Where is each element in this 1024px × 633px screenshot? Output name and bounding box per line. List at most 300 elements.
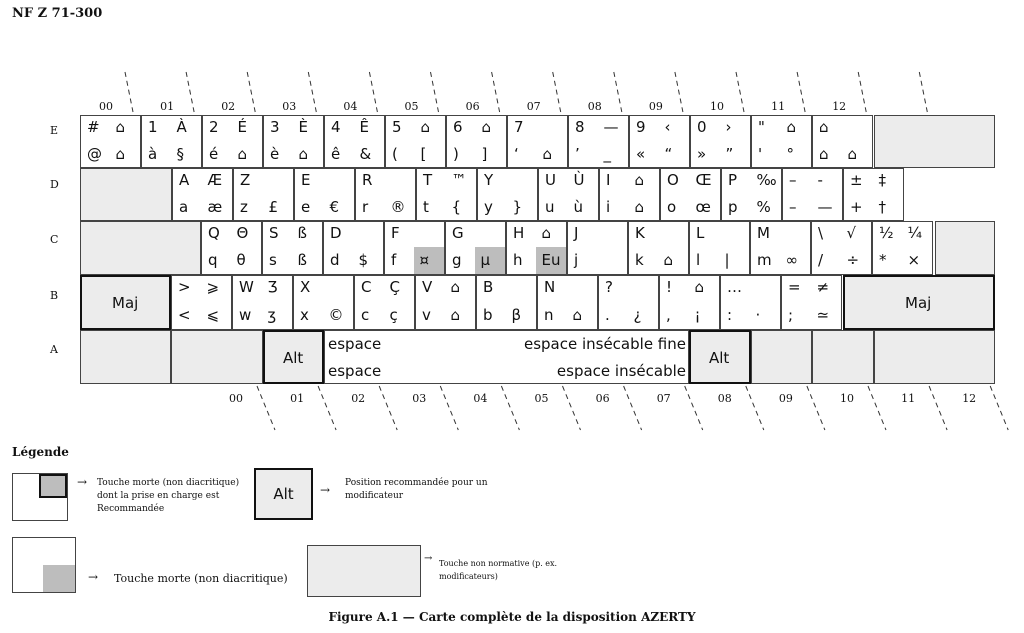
guide-line-bottom-11: [929, 386, 947, 430]
row-c-key-4-char-0: G: [452, 224, 464, 242]
row-d-key-9: [721, 168, 782, 221]
legend-text-4: Touche non normative (p. ex. modificateurs): [439, 559, 558, 581]
row-b-key-8: [659, 275, 720, 330]
row-c-key-9-char-3: ∞: [785, 251, 798, 269]
row-c-key-0-char-1: Θ: [236, 224, 249, 242]
row-c-key-8-char-3: |: [724, 251, 730, 269]
row-e-key-8-char-2: ’: [575, 144, 580, 163]
row-b-key-4: [415, 275, 476, 330]
row-b-key-6-char-0: N: [544, 278, 556, 296]
row-e-key-1: [141, 115, 202, 168]
row-d-key-3-char-3: ®: [390, 197, 406, 216]
maj-left-label: Maj: [112, 294, 139, 312]
row-c-key-2-char-0: D: [330, 224, 342, 242]
guide-line-top-11: [797, 72, 805, 112]
bottom-column-number-11: 11: [901, 392, 916, 405]
row-e-key-8-char-1: —: [603, 118, 619, 136]
row-c-key-1-char-0: S: [269, 224, 279, 242]
legend-dead-key-recommended: [12, 473, 68, 521]
row-e-key-8: [568, 115, 629, 168]
insecable-label: espace insécable: [556, 362, 686, 380]
row-b-key-1-char-2: w: [239, 305, 252, 324]
row-label-c: C: [50, 233, 59, 246]
row-b-key-10-char-2: ;: [788, 305, 794, 324]
legend-arrow-1: →: [77, 475, 88, 489]
row-e-key-9-char-1: ‹: [664, 118, 671, 136]
guide-line-top-5: [431, 72, 439, 112]
top-column-number-9: 09: [648, 100, 663, 113]
row-e-key-11-char-3: °: [786, 144, 794, 163]
row-c-key-5: [506, 221, 567, 275]
bottom-column-number-6: 06: [595, 392, 610, 405]
row-d-key-4-char-3: {: [451, 197, 462, 216]
row-e-key-3: [263, 115, 324, 168]
row-c-key-11-char-0: ½: [879, 224, 894, 242]
key-a-ctrl-right: [874, 330, 995, 384]
row-c-key-7-char-0: K: [635, 224, 645, 242]
row-b-key-4-char-1: ⌂: [450, 278, 461, 296]
row-e-key-12-char-2: ⌂: [819, 144, 829, 163]
guide-line-bottom-9: [807, 386, 825, 430]
row-e-key-10-char-2: »: [697, 144, 707, 163]
row-c-key-2-char-3: $: [358, 251, 369, 269]
row-e-key-11-char-2: ': [758, 144, 763, 163]
row-e-key-9: [629, 115, 690, 168]
row-e-key-0-char-0: #: [87, 118, 100, 136]
row-c-key-6-char-0: J: [574, 224, 579, 242]
row-e-key-11-char-1: ⌂: [786, 118, 797, 136]
row-e-key-10-char-1: ›: [725, 118, 732, 136]
guide-line-top-2: [247, 72, 255, 112]
row-b-key-2: [293, 275, 354, 330]
row-e-key-1-char-1: À: [176, 118, 187, 136]
legend-arrow-2: →: [320, 483, 331, 497]
key-a-ctrl: [80, 330, 171, 384]
row-b-key-4-char-2: v: [422, 305, 431, 324]
key-alt-left: [263, 330, 324, 384]
row-e-key-4: [324, 115, 385, 168]
espace-bottom-label: espace: [328, 362, 382, 380]
row-d-key-2-char-3: €: [329, 197, 340, 216]
row-b-key-0-char-2: <: [178, 305, 191, 324]
key-a-win-right: [751, 330, 812, 384]
row-c-key-8-char-0: L: [696, 224, 705, 242]
legend-text-2: Position recommandée pour un modificateur: [345, 478, 488, 501]
row-e-key-11: [751, 115, 812, 168]
row-d-key-7: [599, 168, 660, 221]
row-d-key-4-char-0: T: [423, 171, 433, 189]
row-e-key-4-char-3: &: [359, 144, 372, 163]
row-e-key-0-char-3: ⌂: [115, 144, 126, 163]
row-c-key-9: [750, 221, 811, 275]
row-d-key-2-char-2: e: [301, 197, 311, 216]
row-c-key-11: [872, 221, 933, 275]
row-e-key-5-char-0: 5: [392, 118, 402, 136]
row-e-key-4-char-1: Ê: [359, 118, 369, 136]
legend-alt-key: Alt: [254, 468, 313, 520]
bottom-column-number-1: 01: [290, 392, 305, 405]
row-d-key-8: [660, 168, 721, 221]
row-e-key-5-char-1: ⌂: [420, 118, 431, 136]
row-c-key-6-char-2: j: [574, 251, 579, 269]
row-d-key-7-char-3: ⌂: [634, 197, 645, 216]
row-e-key-0-char-1: ⌂: [115, 118, 126, 136]
row-d-key-5-char-2: y: [484, 197, 493, 216]
row-b-key-10: [781, 275, 842, 330]
row-e-key-2-char-1: É: [237, 118, 247, 136]
row-b-key-6: [537, 275, 598, 330]
top-column-number-2: 02: [221, 100, 236, 113]
bottom-column-number-9: 09: [778, 392, 793, 405]
row-c-key-1: [262, 221, 323, 275]
bottom-column-number-4: 04: [473, 392, 488, 405]
row-c-key-1-char-2: s: [269, 251, 277, 269]
row-d-key-0-char-3: æ: [207, 197, 223, 216]
row-d-key-4-char-2: t: [423, 197, 429, 216]
row-c-key-6: [567, 221, 628, 275]
row-c-key-2: [323, 221, 384, 275]
guide-line-bottom-10: [868, 386, 886, 430]
row-e-key-3-char-0: 3: [270, 118, 280, 136]
guide-line-bottom-12: [990, 386, 1008, 430]
row-b-key-1: [232, 275, 293, 330]
row-b-key-1-char-0: W: [239, 278, 254, 296]
row-b-key-6-char-3: ⌂: [572, 305, 583, 324]
row-c-key-7-char-2: k: [635, 251, 644, 269]
guide-line-top-7: [553, 72, 561, 112]
row-d-key-5-char-3: }: [512, 197, 523, 216]
row-d-key-0-char-1: Æ: [207, 171, 223, 189]
row-d-key-8-char-3: œ: [695, 197, 711, 216]
row-d-key-10-char-3: —: [817, 197, 833, 216]
row-d-key-1-char-0: Z: [240, 171, 251, 189]
row-c-key-10-char-3: ÷: [846, 251, 860, 269]
top-column-number-1: 01: [160, 100, 175, 113]
row-c-key-0-char-0: Q: [208, 224, 220, 242]
row-c-key-4-char-2: g: [452, 251, 462, 269]
row-e-key-10-char-3: ”: [725, 144, 734, 163]
row-e-key-4-char-0: 4: [331, 118, 341, 136]
row-b-key-7-char-3: ¿: [633, 305, 642, 324]
row-c-key-1-char-3: ß: [297, 251, 307, 269]
guide-line-top-8: [614, 72, 622, 112]
row-d-key-6: [538, 168, 599, 221]
row-d-key-3: [355, 168, 416, 221]
row-e-key-0-char-2: @: [87, 144, 102, 163]
row-label-e: E: [50, 124, 59, 137]
row-b-key-8-char-0: !: [666, 278, 673, 296]
key-alt-right: [689, 330, 751, 384]
row-e-key-5: [385, 115, 446, 168]
row-c-key-7: [628, 221, 689, 275]
guide-line-bottom-4: [501, 386, 519, 430]
row-e-key-10: [690, 115, 751, 168]
row-d-key-8-char-2: o: [667, 197, 677, 216]
alt-left-label: Alt: [283, 349, 304, 367]
key-d-tab: [80, 168, 172, 221]
row-b-key-5: [476, 275, 537, 330]
row-c-key-8-char-2: l: [696, 251, 701, 269]
top-column-number-4: 04: [343, 100, 358, 113]
row-d-key-6-char-1: Ù: [573, 171, 585, 189]
row-b-key-9: [720, 275, 781, 330]
row-b-key-7-char-2: .: [605, 305, 610, 324]
row-b-key-8-char-1: ⌂: [694, 278, 705, 296]
bottom-column-number-2: 02: [351, 392, 366, 405]
row-e-key-0: [80, 115, 141, 168]
row-e-key-4-char-2: ê: [331, 144, 341, 163]
row-d-key-7-char-0: I: [606, 171, 611, 189]
row-b-key-0: [171, 275, 232, 330]
guide-line-bottom-7: [685, 386, 703, 430]
top-column-number-7: 07: [526, 100, 541, 113]
row-b-key-4-char-0: V: [422, 278, 433, 296]
row-d-key-4: [416, 168, 477, 221]
row-d-key-11-char-0: ±: [850, 171, 863, 189]
espace-top-label: espace: [328, 335, 382, 353]
row-b-key-0-char-0: >: [178, 278, 191, 296]
top-column-number-3: 03: [282, 100, 297, 113]
row-e-key-3-char-1: È: [298, 118, 308, 136]
row-e-key-8-char-0: 8: [575, 118, 585, 136]
bottom-column-number-7: 07: [656, 392, 671, 405]
row-b-key-3: [354, 275, 415, 330]
row-b-key-7-char-0: ?: [605, 278, 613, 296]
row-b-key-8-char-2: ,: [666, 305, 671, 324]
row-e-key-12-char-3: ⌂: [847, 144, 858, 163]
row-c-key-10-char-1: √: [846, 224, 857, 242]
insecable-fine-label: espace insécable fine: [523, 335, 686, 353]
row-c-key-10-char-0: \: [818, 224, 824, 242]
row-e-key-6: [446, 115, 507, 168]
row-e-key-11-char-0: ": [758, 118, 765, 136]
legend-arrow-4: →: [424, 553, 433, 564]
legend-non-normative-key: [307, 545, 421, 597]
key-maj-left: [80, 275, 171, 330]
row-d-key-6-char-3: ù: [573, 197, 584, 216]
row-d-key-11: [843, 168, 904, 221]
row-b-key-7: [598, 275, 659, 330]
row-label-a: A: [50, 343, 58, 356]
bottom-column-number-12: 12: [962, 392, 977, 405]
row-e-key-1-char-2: à: [148, 144, 158, 163]
row-d-key-1: [233, 168, 294, 221]
guide-line-bottom-8: [746, 386, 764, 430]
guide-line-top-3: [308, 72, 316, 112]
row-d-key-2-char-0: E: [301, 171, 311, 189]
row-d-key-3-char-2: r: [362, 197, 369, 216]
guide-line-bottom-0: [257, 386, 275, 430]
row-c-key-9-char-0: M: [757, 224, 770, 242]
bottom-column-number-3: 03: [412, 392, 427, 405]
row-e-key-7-char-3: ⌂: [542, 144, 553, 163]
row-d-key-9-char-3: %: [756, 197, 771, 216]
key-a-menu: [812, 330, 874, 384]
row-d-key-10-char-2: –: [789, 197, 797, 216]
row-d-key-8-char-1: Œ: [695, 171, 712, 189]
row-d-key-5-char-0: Y: [484, 171, 494, 189]
guide-line-bottom-2: [379, 386, 397, 430]
guide-line-top-0: [125, 72, 133, 112]
row-e-key-9-char-0: 9: [636, 118, 646, 136]
row-b-key-4-char-3: ⌂: [450, 305, 461, 324]
row-b-key-8-char-3: ¡: [694, 305, 701, 324]
row-b-key-10-char-0: =: [788, 278, 801, 296]
key-c-capslock: [80, 221, 201, 275]
row-d-key-0-char-2: a: [179, 197, 189, 216]
row-b-key-1-char-1: Ʒ: [267, 278, 278, 296]
top-column-number-11: 11: [771, 100, 786, 113]
key-space: [324, 330, 689, 384]
row-b-key-9-char-0: …: [727, 278, 742, 296]
row-b-key-0-char-1: ⩾: [206, 278, 220, 296]
row-e-key-2: [202, 115, 263, 168]
row-b-key-2-char-0: X: [300, 278, 311, 296]
row-d-key-0: [172, 168, 233, 221]
legend-text-3: Touche morte (non diacritique): [114, 572, 288, 585]
row-e-key-12-char-0: ⌂: [819, 118, 829, 136]
row-d-key-11-char-3: †: [878, 197, 886, 216]
row-d-key-11-char-2: +: [850, 197, 863, 216]
figure-caption: Figure A.1 — Carte complète de la disposition AZERTY: [328, 610, 696, 624]
row-c-key-5-char-1: ⌂: [541, 224, 552, 242]
row-d-key-1-char-2: z: [240, 197, 248, 216]
row-d-key-6-char-2: u: [545, 197, 555, 216]
key-c-enter: [935, 221, 995, 275]
row-e-key-8-char-3: _: [603, 144, 611, 163]
row-label-d: D: [50, 178, 59, 191]
row-e-key-12: [812, 115, 873, 168]
row-d-key-9-char-1: ‰: [756, 171, 777, 189]
maj-right-label: Maj: [905, 294, 932, 312]
row-e-key-6-char-2: ): [453, 144, 459, 163]
row-d-key-10: [782, 168, 843, 221]
bottom-column-number-0: 00: [229, 392, 243, 405]
key-a-win: [171, 330, 263, 384]
row-e-key-10-char-0: 0: [697, 118, 707, 136]
row-b-key-1-char-3: ʒ: [267, 305, 277, 324]
row-c-key-11-char-3: ×: [907, 251, 921, 269]
row-b-key-2-char-2: x: [300, 305, 309, 324]
row-e-key-1-char-0: 1: [148, 118, 158, 136]
row-b-key-5-char-3: β: [511, 305, 522, 324]
row-b-key-10-char-1: ≠: [816, 278, 830, 296]
row-b-key-9-char-3: ·: [755, 305, 761, 324]
page-title: NF Z 71-300: [12, 6, 103, 21]
row-c-key-0-char-2: q: [208, 251, 218, 269]
row-c-key-3-char-2: f: [391, 251, 397, 269]
row-c-key-0: [201, 221, 262, 275]
legend-arrow-3: →: [88, 570, 99, 584]
legend-text-1: Touche morte (non diacritique) dont la prise en charge est Recommandée: [97, 478, 240, 514]
row-d-key-4-char-1: ™: [451, 171, 467, 189]
row-d-key-1-char-3: £: [268, 197, 279, 216]
row-e-key-7-char-2: ‘: [514, 144, 519, 163]
row-b-key-0-char-3: ⩽: [206, 305, 220, 324]
row-b-key-5-char-0: B: [483, 278, 494, 296]
top-column-number-6: 06: [465, 100, 480, 113]
guide-line-bottom-3: [440, 386, 458, 430]
row-e-key-9-char-3: “: [664, 144, 673, 163]
row-c-key-3: [384, 221, 445, 275]
row-e-key-2-char-0: 2: [209, 118, 219, 136]
top-column-number-0: 00: [99, 100, 113, 113]
row-c-key-1-char-1: ß: [297, 224, 307, 242]
row-c-key-8: [689, 221, 750, 275]
top-column-number-10: 10: [710, 100, 724, 113]
row-b-key-3-char-3: ç: [389, 305, 398, 324]
row-d-key-7-char-2: i: [606, 197, 611, 216]
row-e-key-7-char-0: 7: [514, 118, 524, 136]
key-maj-right: [843, 275, 995, 330]
legend-title: Légende: [12, 445, 69, 459]
row-c-key-10-char-2: /: [818, 251, 824, 269]
key-e-backspace: [874, 115, 995, 168]
row-c-key-2-char-2: d: [330, 251, 340, 269]
row-b-key-3-char-0: C: [361, 278, 372, 296]
row-d-key-10-char-1: -: [817, 171, 823, 189]
row-b-key-3-char-1: Ç: [389, 278, 400, 296]
row-c-key-5-char-0: H: [513, 224, 525, 242]
top-column-number-8: 08: [587, 100, 602, 113]
top-column-number-12: 12: [832, 100, 847, 113]
row-label-b: B: [50, 289, 59, 302]
guide-line-bottom-1: [318, 386, 336, 430]
bottom-column-number-5: 05: [534, 392, 549, 405]
row-c-key-11-char-1: ¼: [907, 224, 923, 242]
guide-line-bottom-5: [563, 386, 581, 430]
row-d-key-10-char-0: –: [789, 171, 797, 189]
row-b-key-6-char-2: n: [544, 305, 554, 324]
guide-line-top-10: [736, 72, 744, 112]
row-e-key-6-char-1: ⌂: [481, 118, 492, 136]
row-e-key-7: [507, 115, 568, 168]
row-d-key-2: [294, 168, 355, 221]
row-e-key-2-char-3: ⌂: [237, 144, 248, 163]
row-e-key-5-char-2: (: [392, 144, 398, 163]
row-c-key-11-char-2: *: [879, 251, 887, 269]
bottom-column-number-10: 10: [840, 392, 854, 405]
guide-line-top-6: [492, 72, 500, 112]
guide-line-top-9: [675, 72, 683, 112]
row-b-key-2-char-3: ©: [328, 305, 344, 324]
top-column-number-5: 05: [404, 100, 419, 113]
row-c-key-10: [811, 221, 872, 275]
row-b-key-9-char-2: :: [727, 305, 733, 324]
legend-dead-key: [12, 537, 76, 593]
row-e-key-6-char-0: 6: [453, 118, 463, 136]
row-b-key-3-char-2: c: [361, 305, 370, 324]
row-e-key-3-char-2: è: [270, 144, 280, 163]
row-c-key-3-char-0: F: [391, 224, 400, 242]
row-c-key-0-char-3: θ: [236, 251, 246, 269]
row-e-key-2-char-2: é: [209, 144, 219, 163]
row-e-key-9-char-2: «: [636, 144, 646, 163]
row-d-key-5: [477, 168, 538, 221]
row-c-key-4: [445, 221, 506, 275]
row-c-key-4-char-3: µ: [480, 251, 491, 269]
guide-line-bottom-6: [624, 386, 642, 430]
alt-right-label: Alt: [709, 349, 730, 367]
row-c-key-5-char-3: Eu: [541, 251, 561, 269]
guide-line-top-4: [369, 72, 377, 112]
guide-line-top-1: [186, 72, 194, 112]
row-d-key-11-char-1: ‡: [878, 171, 886, 189]
row-e-key-1-char-3: §: [176, 144, 184, 163]
guide-line-top-13: [919, 72, 927, 112]
row-d-key-7-char-1: ⌂: [634, 171, 645, 189]
row-c-key-9-char-2: m: [757, 251, 772, 269]
